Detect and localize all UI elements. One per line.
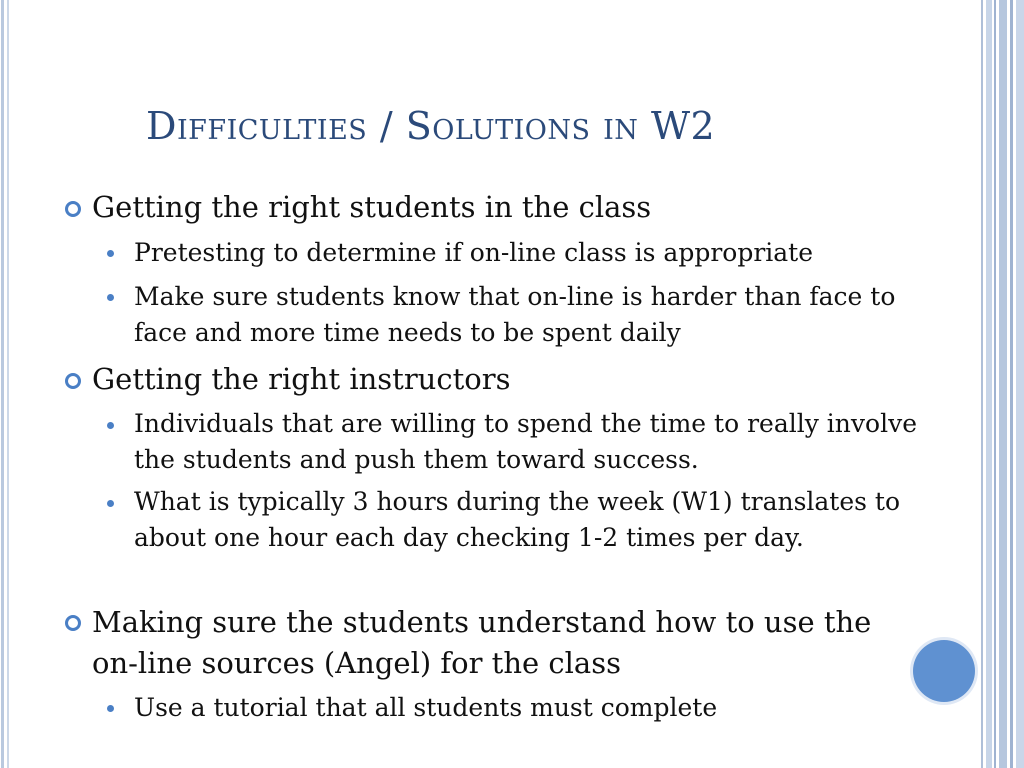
sub-bullet-2-2: What is typically 3 hours during the week (W1) translates to about one hour each day checking 1-2 times per day. [134,487,901,552]
sub-bullet-1-1: Pretesting to determine if on-line class is appropriate [134,238,814,267]
bullet-point-3: Making sure the students understand how to use the on-line sources (Angel) for the class [92,605,872,680]
ring-bullet-icon [65,615,81,631]
ring-bullet-icon [65,201,81,217]
sub-bullet-2-1: Individuals that are willing to spend the time to really involve the students and push them toward success. [134,409,917,474]
bullet-point-2: Getting the right instructors [92,362,511,396]
sub-bullet-1-2: Make sure students know that on-line is harder than face to face and more time needs to be spent daily [134,282,896,347]
ring-bullet-icon [65,373,81,389]
slide-title: Difficulties / Solutions in W2 [146,104,716,148]
dot-bullet-icon [107,294,114,301]
dot-bullet-icon [107,250,114,257]
sub-bullet-3-1: Use a tutorial that all students must complete [134,693,718,722]
dot-bullet-icon [107,705,114,712]
bullet-point-1: Getting the right students in the class [92,190,652,224]
dot-bullet-icon [107,500,114,507]
dot-bullet-icon [107,422,114,429]
